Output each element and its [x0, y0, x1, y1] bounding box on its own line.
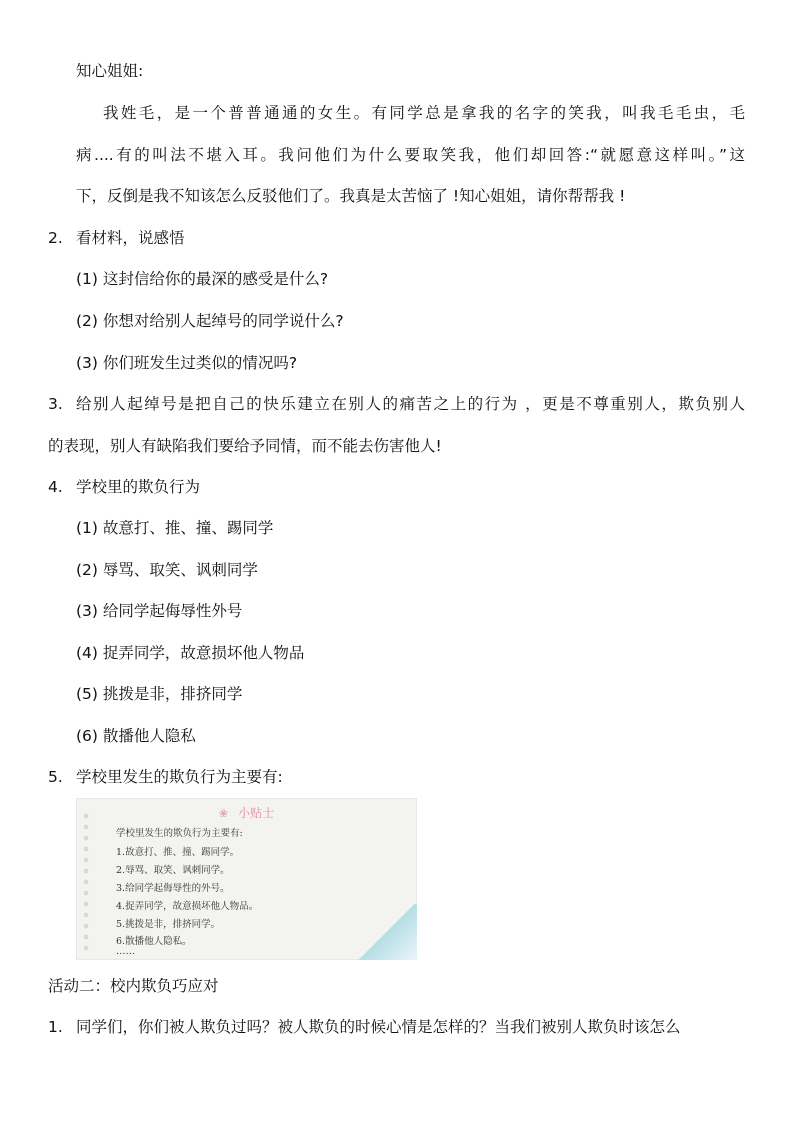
- section-4-item-5: (5) 挑拨是非，排挤同学: [76, 685, 243, 703]
- tips-note-image: [76, 798, 417, 960]
- tips-note-title-text: 小贴士: [238, 806, 275, 820]
- section-4-number: 4.: [48, 478, 63, 496]
- section-4-item-1: (1) 故意打、推、撞、踢同学: [76, 519, 274, 537]
- tips-note-line: 学校里发生的欺负行为主要有:: [116, 828, 243, 839]
- tips-note-line: 2.辱骂、取笑、讽刺同学。: [116, 865, 230, 876]
- final-section-number: 1.: [48, 1018, 63, 1036]
- section-5-title: 学校里发生的欺负行为主要有:: [76, 768, 283, 786]
- tips-note-line: 1.故意打、推、撞、踢同学。: [116, 847, 240, 858]
- letter-paragraph-line-2: 病....有的叫法不堪入耳。我问他们为什么要取笑我，他们却回答:“就愿意这样叫。”这: [76, 146, 745, 164]
- flower-icon: ❀: [218, 807, 229, 820]
- section-2-item-3: (3) 你们班发生过类似的情况吗?: [76, 354, 298, 372]
- letter-paragraph-line-3: 下，反倒是我不知该怎么反驳他们了。我真是太苦恼了 !知心姐姐，请你帮帮我 !: [76, 187, 626, 205]
- section-2-item-1: (1) 这封信给你的最深的感受是什么?: [76, 270, 329, 288]
- page-curl-decoration: [357, 904, 417, 960]
- final-section-line-1: 同学们，你们被人欺负过吗？被人欺负的时候心情是怎样的？当我们被别人欺负时该怎么: [76, 1018, 681, 1036]
- letter-salutation: 知心姐姐:: [76, 62, 144, 80]
- section-3-line-2: 的表现，别人有缺陷我们要给予同情，而不能去伤害他人!: [48, 437, 442, 455]
- section-4-item-2: (2) 辱骂、取笑、讽刺同学: [76, 561, 258, 579]
- section-3-number: 3.: [48, 395, 63, 413]
- section-3-line-1: 给别人起绰号是把自己的快乐建立在别人的痛苦之上的行为 ，更是不尊重别人，欺负别人: [76, 395, 745, 413]
- tips-note-line: ……: [116, 946, 135, 957]
- tips-note-title: [76, 804, 417, 821]
- section-4-item-3: (3) 给同学起侮辱性外号: [76, 602, 243, 620]
- section-5-number: 5.: [48, 768, 63, 786]
- activity-2-heading: 活动二：校内欺负巧应对: [48, 977, 219, 995]
- section-2-title: 看材料，说感悟: [76, 229, 185, 247]
- tips-note-line: 5.挑拨是非，排挤同学。: [116, 919, 221, 930]
- section-4-item-4: (4) 捉弄同学，故意损坏他人物品: [76, 644, 305, 662]
- section-4-item-6: (6) 散播他人隐私: [76, 727, 196, 745]
- notebook-holes: [82, 812, 90, 952]
- section-2-item-2: (2) 你想对给别人起绰号的同学说什么?: [76, 312, 344, 330]
- tips-note-line: 4.捉弄同学，故意损坏他人物品。: [116, 901, 259, 912]
- tips-note-line: 3.给同学起侮辱性的外号。: [116, 883, 230, 894]
- tips-note-line: 6.散播他人隐私。: [116, 936, 192, 947]
- section-2-number: 2.: [48, 229, 63, 247]
- section-4-title: 学校里的欺负行为: [76, 478, 201, 496]
- letter-paragraph-line-1: 我姓毛，是一个普普通通的女生。有同学总是拿我的名字的笑我，叫我毛毛虫，毛: [103, 104, 745, 122]
